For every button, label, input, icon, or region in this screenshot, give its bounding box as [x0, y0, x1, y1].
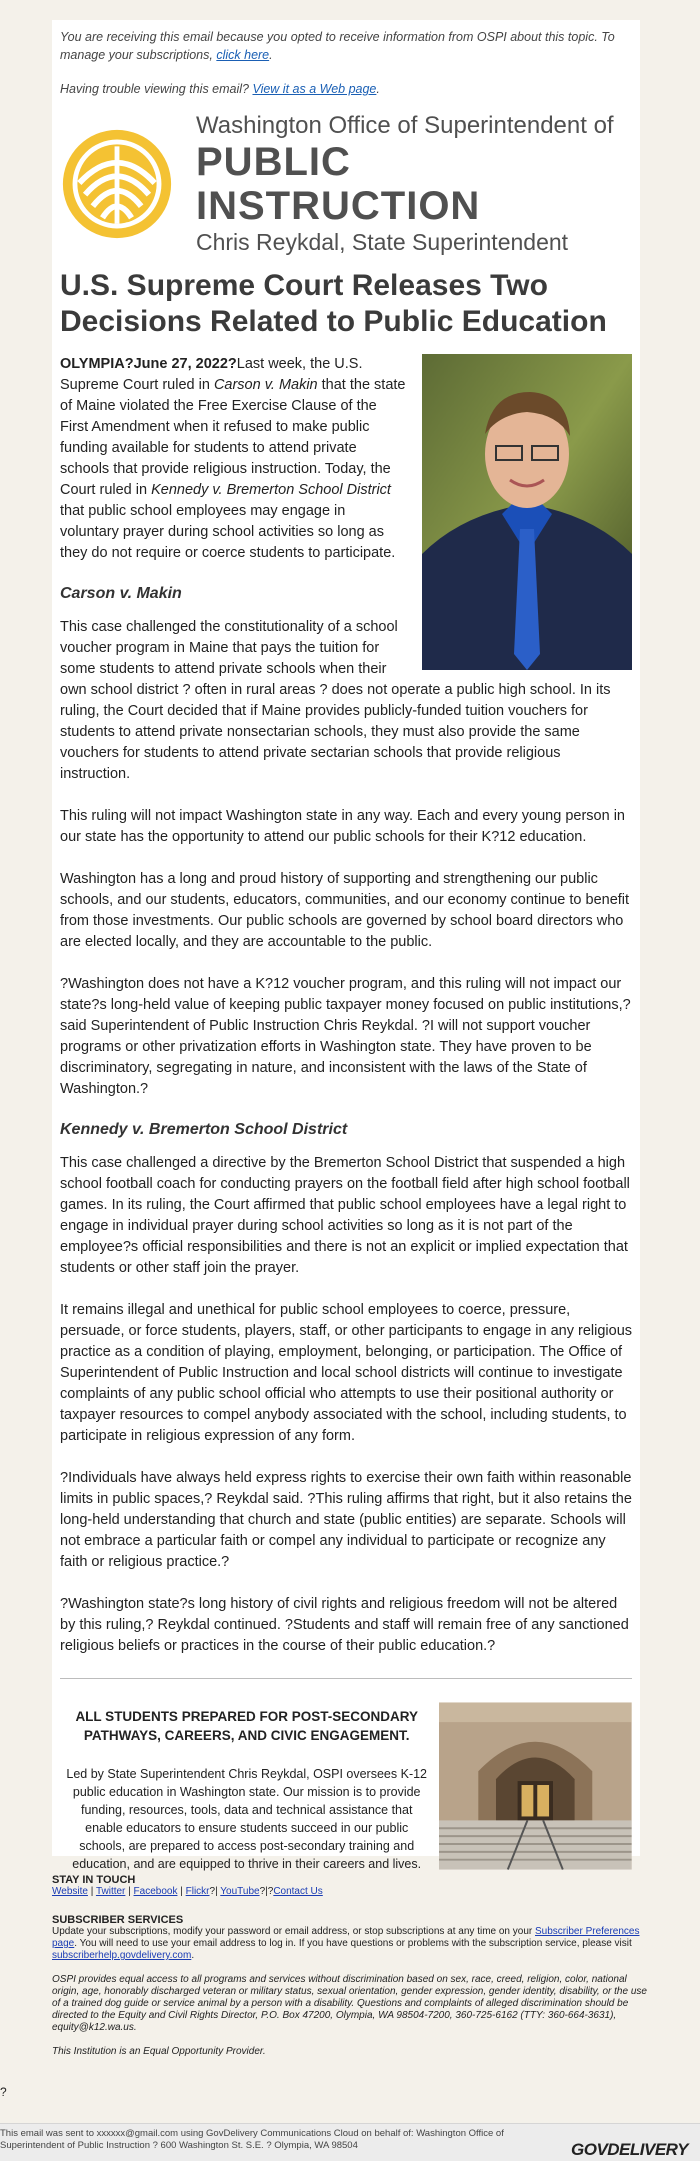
stay-in-touch-heading: STAY IN TOUCH: [52, 1874, 136, 1886]
logo-public-instruction: PUBLIC INSTRUCTION: [196, 140, 481, 228]
facebook-link[interactable]: Facebook: [133, 1886, 178, 1897]
carson-paragraph-2: This ruling will not impact Washington state in any way. Each and every young person in our state has the opportunity to attend our public schools for their K?12 education.: [60, 808, 625, 845]
website-link[interactable]: Website: [52, 1886, 88, 1897]
flickr-link[interactable]: Flickr: [185, 1886, 210, 1897]
school-building-photo: [439, 1701, 632, 1871]
sent-to-text: This email was sent to xxxxxx@gmail.com using GovDelivery Communications Cloud on behalf of: Washington Office of Superintendent of Public Instruction ? 600 Washington St. S.E. ? Olympia, WA 98504: [0, 2128, 504, 2151]
kennedy-paragraph-1: This case challenged a directive by the Bremerton School District that suspended a high school football coach for conducting prayers on the football field after high school football games. In its ruling, the Court affirmed that public school employees have a legal right to engage in individual prayer during school activities so long as it is not part of the employee?s official responsibilities and there is not an explicit or implied expectation that students or other staff join the prayer.: [60, 1155, 630, 1276]
logo-agency-name: Washington Office of Superintendent of: [196, 112, 614, 139]
twitter-link[interactable]: Twitter: [95, 1886, 126, 1897]
social-links: Website | Twitter | Facebook | Flickr?| YouTube?|?Contact Us: [52, 1886, 323, 1897]
superintendent-portrait: [422, 354, 632, 670]
equal-opportunity-statement: This Institution is an Equal Opportunity Provider.: [52, 2046, 266, 2057]
preheader: You are receiving this email because you opted to receive information from OSPI about this topic. To manage your subscriptions, click here. Having trouble viewing this email? View it as a Web page.: [60, 30, 615, 96]
logo-superintendent: Chris Reykdal, State Superintendent: [196, 229, 569, 255]
subscriber-help-link[interactable]: subscriberhelp.govdelivery.com: [52, 1950, 192, 1961]
mission-block: [60, 1679, 632, 1873]
nondiscrimination-statement: OSPI provides equal access to all programs and services without discrimination based on sex, race, creed, religion, color, national origin, age, honorably discharged veteran or military status, sexual orientation, gender expression, gender identity, disability, or the use of a trained dog guide or service animal by a person with a disability. Questions and complaints of alleged discrimination should be directed to the Equity and Civil Rights Director, P.O. Box 47200, Olympia, WA 98504-7200, 360-725-6162 (TTY: 360-664-3631), equity@k12.wa.us.: [52, 1974, 647, 2033]
stray-character: ?: [0, 2085, 7, 2099]
kennedy-paragraph-4: ?Washington state?s long history of civil rights and religious freedom will not be altered by this ruling,? Reykdal continued. ?Students and staff will remain free of any sanctioned religious beliefs or practices in the course of their public education.?: [60, 1596, 629, 1654]
carson-paragraph-4: ?Washington does not have a K?12 voucher program, and this ruling will not impact our state?s long-held value of keeping public taxpayer money focused on public institutions,? said Superintendent of Public Instruction Chris Reykdal. ?I will not support voucher programs or other privatization efforts in Washington state. They have proven to be discriminatory, segregating in nature, and inconsistent with the laws of the State of Washington.?: [60, 976, 631, 1097]
mission-body: Led by State Superintendent Chris Reykdal, OSPI oversees K-12 public education in Washington state. Our mission is to provide funding, resources, tools, data and technical assistance that enable educators to ensure students succeed in our public schools, are prepared to access post-secondary training and education, and are equipped to thrive in their careers and lives.: [66, 1767, 428, 1871]
manage-subscriptions-link[interactable]: click here: [216, 48, 270, 62]
kennedy-paragraph-3: ?Individuals have always held express rights to exercise their own faith within reasonable limits in public spaces,? Reykdal said. ?This ruling affirms that right, but it also retains the long-held understanding that church and state (public entities) are separate. Schools will not embrace a particular faith or compel any individual to participate or recognize any faith or religious practice.?: [60, 1470, 632, 1570]
web-page-link[interactable]: View it as a Web page: [252, 82, 377, 96]
section-heading-carson: Carson v. Makin: [60, 585, 182, 602]
trouble-viewing-text: Having trouble viewing this email?: [60, 82, 249, 96]
article-title: U.S. Supreme Court Releases Two Decisions Related to Public Education: [60, 269, 607, 338]
email-card: [52, 20, 640, 1871]
carson-paragraph-1: This case challenged the constitutionality of a school voucher program in Maine that pays the tuition for some students to attend private schools when their own school district ? often in rural areas ? does not operate a public high school. In its ruling, the Court decided that if Maine provides publicly-funded tuition vouchers for students to attend private nonsectarian schools, they must also provide the same vouchers for students to attend private sectarian schools that provide religious instruction.: [60, 619, 611, 782]
kennedy-paragraph-2: It remains illegal and unethical for public school employees to coerce, pressure, persuade, or force students, players, staff, or other participants to engage in any religious practice as a condition of playing, employment, belonging, or participation. The Office of Superintendent of Public Instruction and local school districts will continue to investigate complaints of any public school official who attempts to use their positional authority or taxpayer resources to compel anybody associated with the school, including students, to participate in religious expression of any form.: [60, 1302, 633, 1444]
ospi-logo: [60, 112, 632, 255]
subscriber-preferences-link[interactable]: Subscriber Preferences page: [52, 1926, 640, 1949]
youtube-link[interactable]: YouTube: [220, 1886, 260, 1897]
govdelivery-logo[interactable]: GOVDELIVERY: [571, 2140, 688, 2159]
govdelivery-bar: [0, 2123, 700, 2161]
preheader-text: You are receiving this email because you opted to receive information from OSPI about this topic. To manage your subscriptions,: [60, 30, 615, 62]
subscriber-services-heading: SUBSCRIBER SERVICES: [52, 1914, 184, 1926]
carson-paragraph-3: Washington has a long and proud history of supporting and strengthening our public schools, and our students, educators, communities, and our economy continue to benefit from those investments. Our public schools are governed by school board directors who are elected locally, and they are accountable to the public.: [60, 871, 630, 950]
ospi-emblem-icon: [60, 125, 174, 243]
dateline: OLYMPIA?June 27, 2022?: [60, 356, 237, 372]
subscriber-services-text: Update your subscriptions, modify your password or email address, or stop subscriptions at any time on your Subscriber Preferences page. You will need to use your email address to log in. If you have questions or problems with the subscription service, please visit subscriberhelp.govdelivery.com.: [52, 1926, 640, 1961]
mission-heading: ALL STUDENTS PREPARED FOR POST-SECONDARY PATHWAYS, CAREERS, AND CIVIC ENGAGEMENT.: [75, 1709, 418, 1743]
contact-us-link[interactable]: Contact Us: [273, 1886, 323, 1897]
section-heading-kennedy: Kennedy v. Bremerton School District: [60, 1121, 348, 1138]
intro-paragraph: OLYMPIA?June 27, 2022?Last week, the U.S. Supreme Court ruled in Carson v. Makin that the state of Maine violated the Free Exercise Clause of the First Amendment when it refused to make public funding available for students to attend private schools that provide religious instruction. Today, the Court ruled in Kennedy v. Bremerton School District that public school employees may engage in voluntary prayer during school activities so long as they do not require or coerce students to participate.: [60, 356, 406, 561]
subscriber-footer: [52, 1870, 652, 2058]
